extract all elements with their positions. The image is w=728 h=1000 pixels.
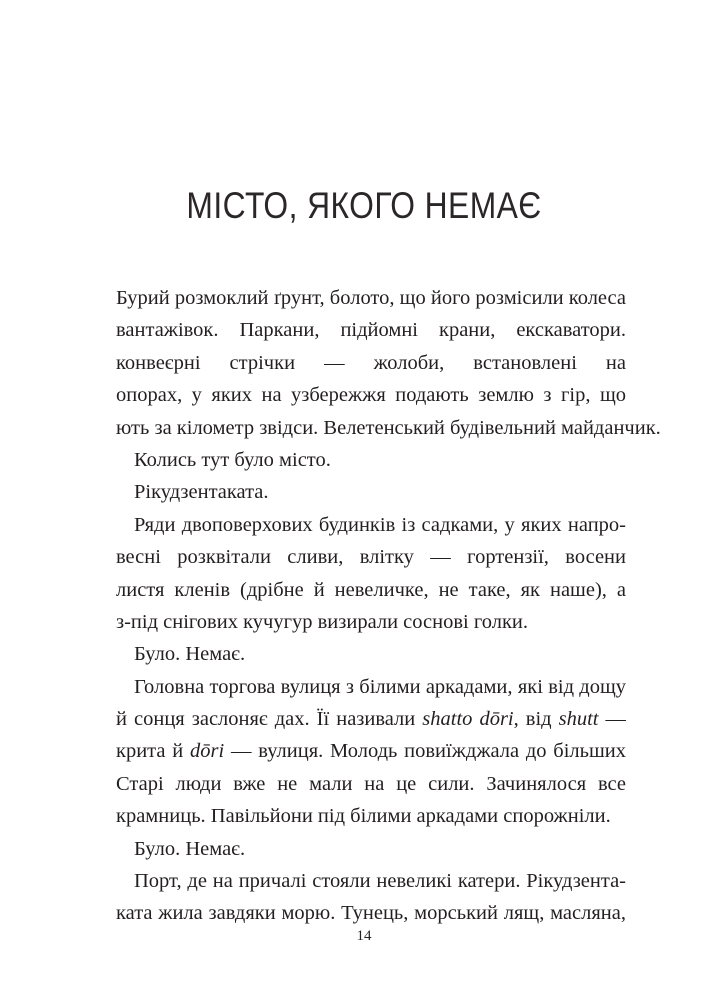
text-line: Бурий розмоклий ґрунт, болото, що його розмісили колеса [116, 287, 626, 309]
chapter-body [116, 282, 661, 930]
text-line: Рікудзентаката. [134, 481, 269, 504]
text-line: листя кленів (дрібне й невеличке, не таке, як наше), а [116, 578, 626, 601]
italic-term: shutt [558, 708, 599, 731]
text-segment: — вулиця. Молодь повиїжджала до більших [230, 740, 626, 763]
text-segment: й сонця заслоняє дах. Її називали [116, 708, 416, 731]
text-line: конвеєрні стрічки — жолоби, встановлені на [116, 351, 626, 374]
text-line: з-під снігових кучугур визирали соснові голки. [116, 610, 529, 633]
text-segment: крита й [116, 740, 184, 763]
page-number: 14 [356, 928, 372, 944]
text-line-with-italics [116, 735, 626, 767]
text-line: Старі люди вже не мали на це сили. Зачинялося все [116, 772, 626, 795]
text-line-with-italics [116, 703, 626, 735]
text-line: весні розквітали сливи, влітку — гортензії, восени [116, 546, 626, 569]
text-segment: , від [513, 708, 552, 731]
text-line: Було. Немає. [134, 837, 246, 860]
text-line: крамниць. Павільйони під білими аркадами спорожніли. [116, 805, 611, 828]
text-line: Було. Немає. [134, 643, 246, 666]
italic-term: dōri [190, 740, 225, 763]
text-line: опорах, у яких на узбережжя подають землю з гір, що [116, 384, 626, 407]
text-segment: — [605, 708, 626, 731]
chapter-title: МІСТО, ЯКОГО НЕМАЄ [186, 185, 542, 226]
text-line: Ряди двоповерхових будинків із садками, у яких напро- [134, 513, 626, 536]
text-line: вантажівок. Паркани, підйомні крани, екскаватори. [116, 319, 626, 342]
text-line: Порт, де на причалі стояли невеликі катери. Рікудзента- [134, 870, 626, 893]
text-line: Головна торгова вулиця з білими аркадами, які від дощу [134, 675, 626, 698]
italic-term: shatto dōri [422, 708, 514, 731]
text-line: Колись тут було місто. [134, 448, 331, 471]
text-line: ють за кілометр звідси. Велетенський будівельний майданчик. [116, 416, 661, 439]
text-line: ката жила завдяки морю. Тунець, морський лящ, масляна, [116, 902, 626, 925]
